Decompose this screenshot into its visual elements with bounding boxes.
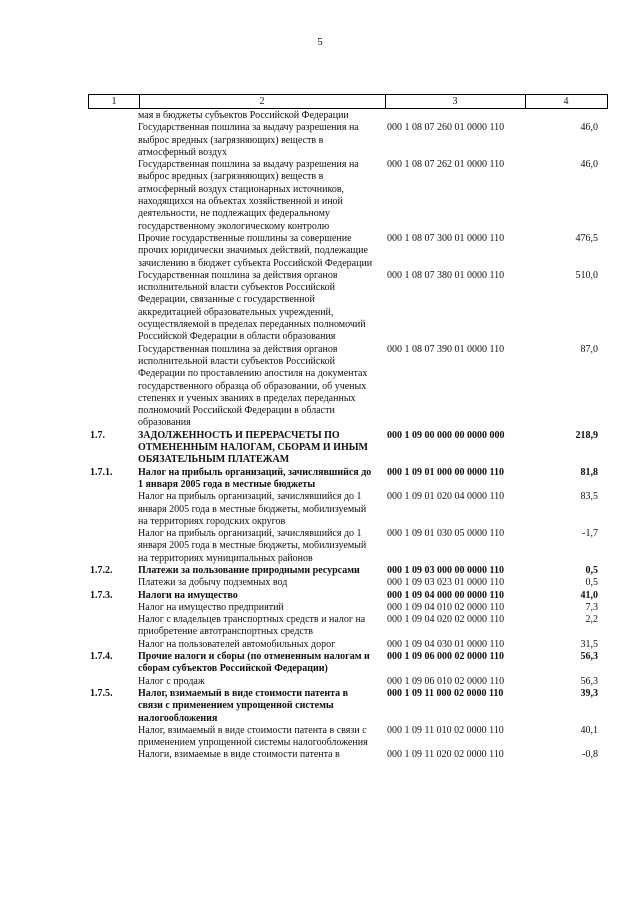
row-code: 000 1 09 03 000 00 0000 110 xyxy=(387,564,504,576)
row-number: 1.7.5. xyxy=(90,687,113,699)
row-name: Налог на прибыль организаций, зачислявшийся до 1 января 2005 года в местные бюджеты, мобилизуемый на территориях муниципальных районов xyxy=(138,528,367,564)
row-amount: 83,5 xyxy=(580,491,598,503)
table-row xyxy=(0,725,640,750)
table-row xyxy=(0,110,640,122)
table-row xyxy=(0,159,640,233)
row-amount: 7,3 xyxy=(585,601,598,613)
table-row xyxy=(0,614,640,639)
row-code: 000 1 08 07 300 01 0000 110 xyxy=(387,232,505,244)
row-name: Налог с продаж xyxy=(138,675,205,687)
row-name: Прочие налоги и сборы (по отмененным налогам и сборам субъектов Российской Федерации) xyxy=(138,651,370,675)
header-col-4: 4 xyxy=(563,96,569,107)
table-row xyxy=(0,676,640,688)
row-code: 000 1 09 04 010 02 0000 110 xyxy=(387,601,505,613)
table-row xyxy=(0,270,640,344)
row-name: Платежи за пользование природными ресурсами xyxy=(138,564,360,576)
row-amount: 476,5 xyxy=(575,232,598,244)
row-code: 000 1 09 01 000 00 0000 110 xyxy=(387,466,504,478)
row-name: Налоги, взимаемые в виде стоимости патента в xyxy=(138,749,340,761)
row-code: 000 1 08 07 260 01 0000 110 xyxy=(387,122,505,134)
row-number: 1.7.4. xyxy=(90,651,113,663)
row-amount: 46,0 xyxy=(580,122,598,134)
table-row xyxy=(0,344,640,430)
table-row xyxy=(0,430,640,467)
row-name: Налог на прибыль организаций, зачислявшийся до 1 января 2005 года в местные бюджеты xyxy=(138,466,372,490)
row-amount: 56,3 xyxy=(580,675,598,687)
row-name: Налог на прибыль организаций, зачислявшийся до 1 января 2005 года в местные бюджеты, мобилизуемый на территориях городских округов xyxy=(138,491,367,527)
table-row xyxy=(0,565,640,577)
header-col-2: 2 xyxy=(259,96,265,107)
row-amount: 41,0 xyxy=(580,589,598,601)
row-amount: -0,8 xyxy=(582,749,598,761)
row-name: Государственная пошлина за действия органов исполнительной власти субъектов Российской Федерации, связанные с государственной аккредитацией образовательных учреждений, осуществляемой в пределах переданных полномочий Российской Федерации в области образования xyxy=(138,269,366,343)
row-code: 000 1 09 11 000 02 0000 110 xyxy=(387,687,504,699)
row-code: 000 1 08 07 390 01 0000 110 xyxy=(387,343,505,355)
table-header xyxy=(88,94,608,109)
row-number: 1.7. xyxy=(90,429,105,441)
row-amount: 39,3 xyxy=(580,687,598,699)
row-code: 000 1 09 04 030 01 0000 110 xyxy=(387,638,505,650)
row-code: 000 1 09 01 030 05 0000 110 xyxy=(387,528,505,540)
table-body xyxy=(0,110,640,762)
table-row xyxy=(0,233,640,270)
row-amount: 510,0 xyxy=(575,269,598,281)
row-amount: 0,5 xyxy=(585,577,598,589)
row-code: 000 1 09 06 000 02 0000 110 xyxy=(387,651,504,663)
table-row xyxy=(0,639,640,651)
row-code: 000 1 09 04 000 00 0000 110 xyxy=(387,589,504,601)
row-code: 000 1 09 04 020 02 0000 110 xyxy=(387,614,505,626)
table-row xyxy=(0,749,640,761)
row-name: Налог на пользователей автомобильных дорог xyxy=(138,638,336,650)
row-code: 000 1 08 07 380 01 0000 110 xyxy=(387,269,505,281)
row-code: 000 1 09 00 000 00 0000 000 xyxy=(387,429,505,441)
table-row xyxy=(0,590,640,602)
table-row xyxy=(0,602,640,614)
row-amount: 0,5 xyxy=(585,564,598,576)
row-name: Прочие государственные пошлины за совершение прочих юридически значимых действий, подлежащие зачислению в бюджет субъекта Российской Федерации xyxy=(138,232,373,269)
row-amount: 46,0 xyxy=(580,159,598,171)
table-row xyxy=(0,577,640,589)
row-amount: 2,2 xyxy=(585,614,598,626)
row-number: 1.7.2. xyxy=(90,564,113,576)
table-row xyxy=(0,688,640,725)
row-name: Государственная пошлина за действия органов исполнительной власти субъектов Российской Федерации по проставлению апостиля на документах государственного образца об образовании, об ученых степенях и ученых званиях в пределах переданных полномочий Российской Федерации в области образования xyxy=(138,343,368,429)
row-amount: 218,9 xyxy=(575,429,598,441)
header-col-1: 1 xyxy=(111,96,117,107)
row-amount: 31,5 xyxy=(580,638,598,650)
row-amount: 56,3 xyxy=(580,651,598,663)
row-amount: 87,0 xyxy=(580,343,598,355)
table-row xyxy=(0,528,640,565)
row-code: 000 1 09 06 010 02 0000 110 xyxy=(387,675,505,687)
page-number: 5 xyxy=(317,36,323,48)
row-name: Налог с владельцев транспортных средств и налог на приобретение автотранспортных средств xyxy=(138,614,366,638)
table-row xyxy=(0,122,640,159)
row-amount: -1,7 xyxy=(582,528,598,540)
row-amount: 40,1 xyxy=(580,724,598,736)
row-name: Налог, взимаемый в виде стоимости патента в связи с применением упрощенной системы налогообложения xyxy=(138,687,349,724)
table-row xyxy=(0,467,640,492)
header-col-3: 3 xyxy=(452,96,458,107)
row-code: 000 1 09 03 023 01 0000 110 xyxy=(387,577,505,589)
row-name: Платежи за добычу подземных вод xyxy=(138,577,288,589)
table-row xyxy=(0,491,640,528)
row-name: ЗАДОЛЖЕННОСТЬ И ПЕРЕРАСЧЕТЫ ПО ОТМЕНЕННЫМ НАЛОГАМ, СБОРАМ И ИНЫМ ОБЯЗАТЕЛЬНЫМ ПЛАТЕЖАМ xyxy=(138,429,368,466)
row-number: 1.7.1. xyxy=(90,466,113,478)
row-name: Налог, взимаемый в виде стоимости патента в связи с применением упрощенной системы налогообложения xyxy=(138,724,368,749)
row-name: Государственная пошлина за выдачу разрешения на выброс вредных (загрязняющих) веществ в атмосферный воздух xyxy=(138,122,359,158)
row-code: 000 1 09 11 010 02 0000 110 xyxy=(387,724,504,736)
row-code: 000 1 09 01 020 04 0000 110 xyxy=(387,491,505,503)
row-name: мая в бюджеты субъектов Российской Федерации xyxy=(138,110,349,121)
row-number: 1.7.3. xyxy=(90,589,113,601)
row-name: Налоги на имущество xyxy=(138,589,238,601)
row-code: 000 1 08 07 262 01 0000 110 xyxy=(387,159,505,171)
row-code: 000 1 09 11 020 02 0000 110 xyxy=(387,749,504,761)
table-row xyxy=(0,651,640,676)
row-name: Государственная пошлина за выдачу разрешения на выброс вредных (загрязняющих) веществ в атмосферный воздух стационарных источников, находящихся на объектах хозяйственной и иной деятельности, не подлежащих федеральному государственному экологическому контролю xyxy=(138,159,359,232)
row-amount: 81,8 xyxy=(580,466,598,478)
row-name: Налог на имущество предприятий xyxy=(138,601,284,613)
